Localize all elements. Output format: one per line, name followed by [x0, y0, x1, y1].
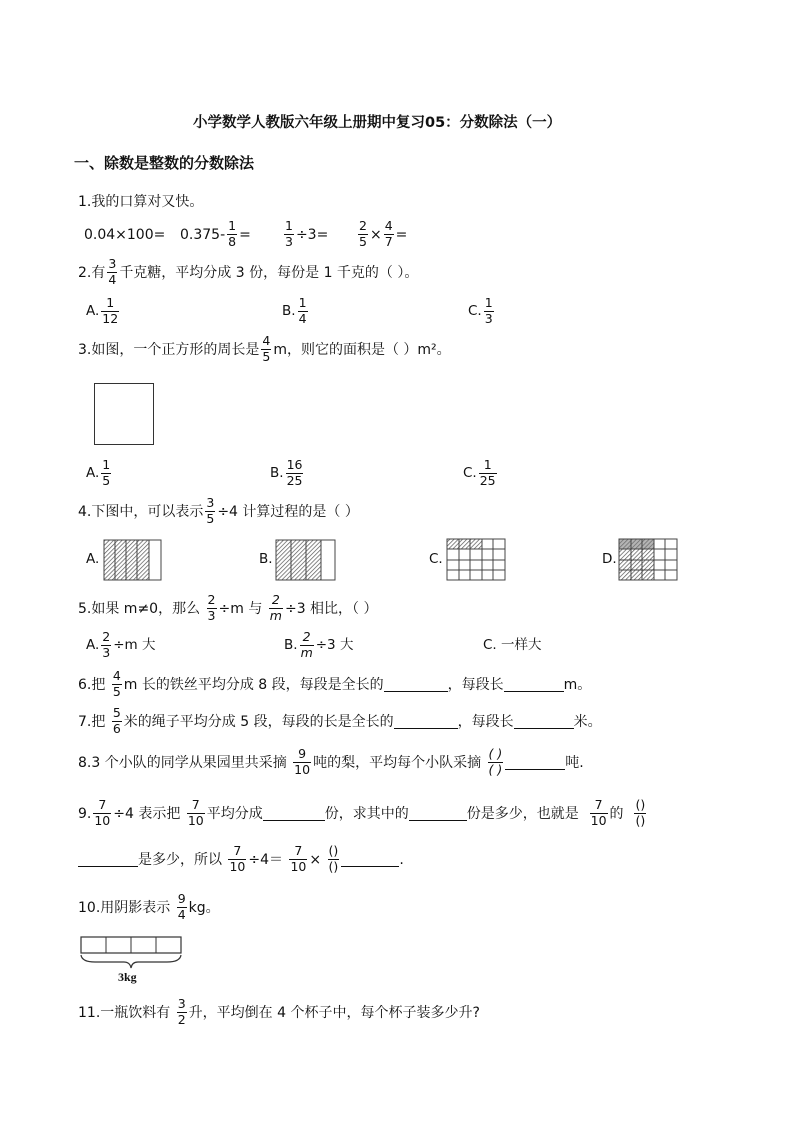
q5-option-b[interactable]: B. $\frac{2}{m}$ ÷3 大 — [284, 629, 354, 660]
q8-blank[interactable] — [505, 757, 565, 770]
q4-option-d-label[interactable]: D. — [602, 551, 617, 567]
q7-blank-1[interactable] — [394, 716, 458, 729]
q3-option-c[interactable]: C. $\frac{1}{25}$ — [463, 457, 496, 488]
question-2: 2.有 $\frac{3}{4}$ 千克糖，平均分成 3 份，每份是 1 千克的（ ）。 — [78, 256, 419, 287]
square-figure — [94, 383, 154, 445]
q5-option-a[interactable]: A. $\frac{2}{3}$ ÷m 大 — [86, 629, 156, 660]
question-11: 11.一瓶饮料有 $\frac{3}{2}$ 升，平均倒在 4 个杯子中，每个杯子装多少升? — [78, 996, 480, 1027]
q1-expr-3: $\frac{1}{3}$ ÷3= — [285, 218, 329, 249]
q6-blank-1[interactable] — [384, 679, 448, 692]
question-8: 8.3 个小队的同学从果园里共采摘 $\frac{9}{10}$ 吨的梨，平均每个小队采摘 $\frac{( )}{( )}$ 吨. — [78, 746, 584, 777]
question-9-line-2: 是多少，所以 $\frac{7}{10}$ ÷4＝ $\frac{7}{10}$ × $\frac{()}{()}$ . — [78, 842, 404, 878]
q2-option-c[interactable]: C. $\frac{1}{3}$ — [468, 295, 493, 326]
q10-bracket-label: 3kg — [118, 970, 137, 984]
q4-figure-c — [447, 539, 505, 580]
question-5: 5.如果 m≠0，那么 $\frac{2}{3}$ ÷m 与 $\frac{2}{m}$ ÷3 相比，（ ） — [78, 592, 378, 623]
q4-figure-a — [104, 540, 161, 580]
question-3: 3.如图，一个正方形的周长是 $\frac{4}{5}$ m，则它的面积是（ ）m²。 — [78, 333, 451, 364]
page-title: 小学数学人教版六年级上册期中复习05：分数除法（一） — [193, 115, 562, 131]
q1-expr-2: 0.375- $\frac{1}{8}$ = — [180, 218, 251, 249]
q9-blank-4[interactable] — [341, 854, 399, 867]
q9-blank-2[interactable] — [409, 808, 467, 821]
q9-blank-1[interactable] — [263, 808, 325, 821]
q4-option-c-label[interactable]: C. — [429, 551, 443, 567]
q5-option-c[interactable]: C. 一样大 — [483, 637, 542, 653]
q7-blank-2[interactable] — [514, 716, 574, 729]
question-9: 9. $\frac{7}{10}$ ÷4 表示把 $\frac{7}{10}$ 平均分成 份，求其中的 份是多少，也就是 $\frac{7}{10}$ 的 $\frac{()}{()}$ — [78, 797, 646, 828]
q4-figure-b — [276, 540, 335, 580]
q1-expr-1: 0.04×100= — [84, 227, 166, 243]
q2-option-b[interactable]: B. $\frac{1}{4}$ — [282, 295, 307, 326]
question-4: 4.下图中，可以表示 $\frac{3}{5}$ ÷4 计算过程的是（ ） — [78, 495, 359, 526]
q4-option-b-label[interactable]: B. — [259, 551, 273, 567]
q10-bar-figure — [81, 937, 181, 968]
q4-option-a-label[interactable]: A. — [86, 551, 100, 567]
q6-blank-2[interactable] — [504, 679, 564, 692]
question-6: 6.把 $\frac{4}{5}$ m 长的铁丝平均分成 8 段，每段是全长的 ，每段长 m。 — [78, 668, 592, 699]
q1-expr-4: $\frac{2}{5}$ × $\frac{4}{7}$ = — [359, 218, 408, 249]
q9-blank-3[interactable] — [78, 854, 138, 867]
q3-option-b[interactable]: B. $\frac{16}{25}$ — [270, 457, 303, 488]
section-heading: 一、除数是整数的分数除法 — [74, 154, 255, 172]
question-10: 10.用阴影表示 $\frac{9}{4}$ kg。 — [78, 891, 220, 922]
q2-option-a[interactable]: A. $\frac{1}{12}$ — [86, 295, 119, 326]
q4-figure-d — [619, 539, 677, 580]
q3-option-a[interactable]: A. $\frac{1}{5}$ — [86, 457, 111, 488]
question-1: 1.我的口算对又快。 — [78, 194, 204, 210]
question-7: 7.把 $\frac{5}{6}$ 米的绳子平均分成 5 段，每段的长是全长的 ，每段长 米。 — [78, 705, 602, 736]
